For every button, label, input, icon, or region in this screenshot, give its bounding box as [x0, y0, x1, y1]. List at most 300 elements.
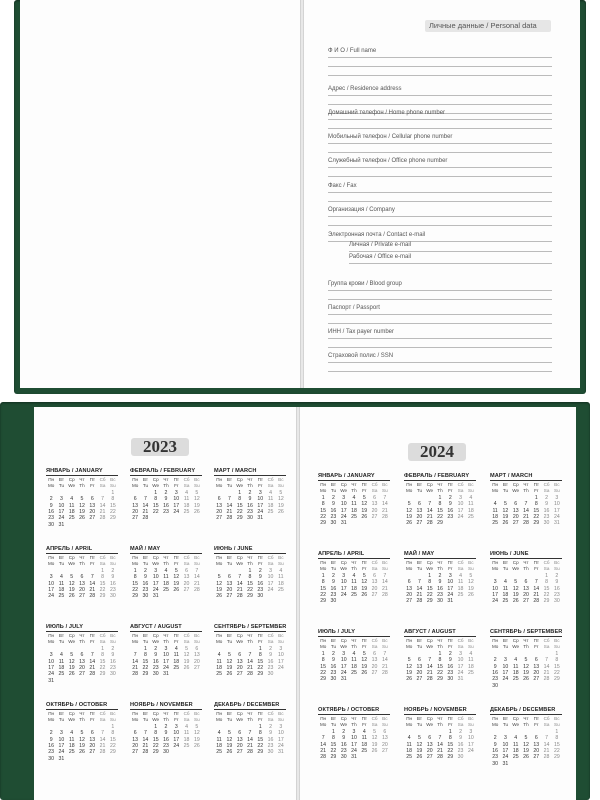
weekday-en: Mo: [215, 639, 223, 645]
personal-field: [328, 353, 552, 373]
weekday-ru: Ср: [426, 638, 433, 643]
day-cell: 15: [330, 741, 337, 748]
day-cell: 8: [101, 574, 104, 581]
weekday-ru: Чт: [247, 477, 253, 482]
day-cell: 3: [342, 494, 346, 501]
day-cell: 25: [457, 591, 464, 598]
month-name: НОЯБРЬ / NOVEMBER: [130, 701, 202, 710]
fill-line: [328, 176, 552, 177]
weekday-en: We: [512, 722, 520, 728]
weekday-ru: Ср: [340, 482, 347, 487]
weekday-en: Sa: [543, 488, 550, 494]
day-cell: 5: [362, 572, 366, 579]
day-cell: 3: [342, 572, 346, 579]
day-cell: 30: [437, 598, 443, 605]
day-cell: 20: [533, 747, 540, 754]
day-cell: 23: [48, 515, 55, 522]
day-cell: 27: [216, 515, 223, 522]
day-cell: 2: [493, 657, 497, 664]
day-cell: 13: [406, 585, 413, 592]
day-cell: 7: [524, 501, 528, 508]
day-cell: 4: [185, 489, 188, 496]
weekday-en: Th: [247, 561, 253, 567]
month-name: АПРЕЛЬ / APRIL: [46, 545, 118, 554]
weekday-en: We: [68, 717, 76, 723]
day-cell: 1: [428, 572, 432, 579]
day-cell: 18: [277, 580, 284, 587]
fill-line: [328, 143, 552, 144]
day-cell: 22: [426, 591, 433, 598]
day-cell: 4: [59, 574, 63, 581]
weekday-ru: Сб: [183, 477, 190, 482]
weekday-ru: Вт: [226, 633, 232, 638]
weekday-ru: Чт: [351, 560, 357, 565]
day-cell: 10: [173, 730, 180, 737]
weekday-en: Mo: [319, 644, 327, 650]
weekday-en: We: [68, 483, 76, 489]
day-cell: 12: [523, 663, 529, 670]
weekday-ru: Пт: [361, 560, 367, 565]
weekday-ru: Чт: [437, 560, 443, 565]
day-cell: 4: [164, 567, 168, 574]
weekday-ru: Пн: [216, 477, 223, 482]
day-cell: 9: [448, 501, 452, 508]
weekday-en: Su: [382, 644, 388, 650]
fill-line: [328, 152, 552, 153]
day-cell: 24: [447, 591, 454, 598]
day-cell: 20: [406, 591, 413, 598]
day-cell: 21: [426, 669, 433, 676]
day-cell: 19: [502, 513, 509, 520]
day-cell: 21: [247, 664, 253, 671]
day-cell: 28: [226, 515, 233, 522]
day-cell: 8: [258, 730, 262, 737]
fill-line: [328, 167, 552, 168]
day-cell: 19: [68, 586, 75, 593]
day-cell: 28: [99, 749, 106, 756]
day-cell: 23: [163, 508, 169, 515]
fill-line: [328, 371, 552, 372]
day-cell: 23: [457, 747, 464, 754]
day-cell: 25: [163, 586, 169, 593]
weekday-en: Sa: [371, 644, 378, 650]
day-cell: 20: [371, 663, 378, 670]
weekday-ru: Ср: [426, 482, 433, 487]
day-cell: 7: [545, 657, 548, 664]
weekday-en: Mo: [131, 561, 139, 567]
month-name: МАРТ / MARCH: [490, 472, 562, 481]
day-cell: 3: [174, 723, 178, 730]
day-cell: 21: [247, 742, 253, 749]
weekday-en: Sa: [183, 717, 190, 723]
day-cell: 12: [361, 579, 368, 586]
personal-field: [328, 183, 552, 203]
day-cell: 18: [183, 502, 190, 509]
weekday-ru: Пн: [406, 716, 413, 721]
day-cell: 19: [361, 663, 368, 670]
weekday-en: Fr: [534, 644, 539, 650]
weekday-en: Sa: [99, 717, 106, 723]
day-cell: 3: [279, 723, 283, 730]
day-cell: 22: [553, 747, 560, 754]
day-cell: 30: [142, 593, 149, 600]
day-cell: 4: [362, 728, 366, 735]
day-cell: 10: [457, 501, 464, 508]
weekday-en: Mo: [47, 717, 55, 723]
weekday-ru: Вт: [502, 638, 508, 643]
day-cell: 2: [493, 735, 497, 742]
weekday-ru: Ср: [68, 477, 75, 482]
personal-field-label: Организация / Company: [328, 207, 395, 213]
day-cell: 25: [68, 749, 75, 756]
day-cell: 2: [331, 650, 335, 657]
day-cell: 4: [469, 494, 473, 501]
weekday-en: Mo: [405, 644, 413, 650]
fill-line: [328, 95, 552, 96]
weekday-ru: Вт: [142, 477, 148, 482]
day-cell: 24: [467, 747, 474, 754]
day-cell: 30: [152, 671, 159, 678]
day-cell: 30: [447, 676, 454, 683]
day-cell: 16: [267, 736, 274, 743]
day-cell: 25: [58, 593, 65, 600]
day-cell: 25: [406, 754, 413, 761]
day-cell: 4: [279, 567, 283, 574]
day-cell: 20: [193, 658, 200, 665]
day-cell: 1: [238, 489, 242, 496]
day-cell: 5: [469, 572, 473, 579]
day-cell: 21: [320, 747, 327, 754]
day-cell: 30: [48, 755, 55, 762]
day-cell: 16: [447, 507, 454, 514]
weekday-en: Fr: [534, 488, 539, 494]
day-cell: 1: [143, 645, 147, 652]
day-cell: 31: [457, 676, 464, 683]
day-cell: 26: [406, 520, 413, 527]
day-cell: 17: [457, 507, 464, 514]
day-cell: 26: [371, 747, 378, 754]
weekday-ru: Сб: [457, 560, 464, 565]
weekday-ru: Чт: [163, 633, 169, 638]
weekday-ru: Сб: [99, 555, 106, 560]
day-cell: 30: [48, 521, 55, 528]
fill-line: [328, 192, 552, 193]
day-cell: 9: [154, 652, 158, 659]
weekday-ru: Пн: [406, 560, 413, 565]
weekday-ru: Пт: [89, 633, 95, 638]
day-cell: 2: [459, 728, 462, 735]
month-name: ЯНВАРЬ / JANUARY: [318, 472, 390, 481]
weekday-en: Fr: [534, 722, 539, 728]
fill-line: [328, 128, 552, 129]
weekday-en: Fr: [90, 639, 95, 645]
weekday-ru: Ср: [152, 711, 159, 716]
day-cell: 12: [416, 741, 423, 748]
day-cell: 27: [132, 749, 139, 756]
day-cell: 23: [543, 513, 550, 520]
month-calendar: [490, 628, 562, 689]
weekday-en: We: [512, 566, 520, 572]
day-cell: 30: [457, 754, 464, 761]
day-cell: 22: [132, 586, 139, 593]
day-cell: 16: [447, 663, 454, 670]
weekday-ru: Пт: [361, 638, 367, 643]
day-cell: 18: [351, 663, 357, 670]
weekday-en: Th: [437, 566, 443, 572]
day-cell: 5: [373, 728, 376, 735]
fill-line: [349, 251, 552, 252]
weekday-en: We: [340, 644, 348, 650]
day-cell: 25: [467, 669, 474, 676]
day-cell: 16: [109, 658, 116, 665]
day-cell: 13: [89, 502, 96, 509]
day-cell: 15: [257, 658, 264, 665]
day-cell: 16: [257, 580, 264, 587]
day-cell: 9: [331, 579, 335, 586]
day-cell: 20: [79, 586, 85, 593]
day-cell: 13: [236, 736, 243, 743]
day-cell: 4: [459, 572, 462, 579]
day-cell: 6: [524, 579, 528, 586]
day-cell: 20: [416, 669, 423, 676]
personal-field: [328, 134, 552, 154]
day-cell: 29: [109, 515, 116, 522]
day-cell: 29: [437, 520, 443, 527]
day-cell: 7: [383, 494, 387, 501]
day-cell: 5: [195, 489, 199, 496]
day-cell: 26: [361, 669, 368, 676]
day-cell: 22: [236, 508, 243, 515]
weekday-ru: Пн: [320, 482, 327, 487]
day-cell: 1: [111, 489, 115, 496]
day-cell: 14: [193, 574, 200, 581]
day-cell: 28: [381, 669, 388, 676]
fill-line: [328, 225, 552, 226]
weekday-ru: Ср: [236, 477, 243, 482]
day-cell: 22: [142, 664, 149, 671]
day-cell: 20: [183, 580, 190, 587]
weekday-ru: Пт: [257, 633, 263, 638]
weekday-en: Fr: [448, 722, 453, 728]
weekday-en: Sa: [99, 561, 106, 567]
day-cell: 22: [320, 591, 327, 598]
day-cell: 12: [371, 735, 378, 742]
day-cell: 2: [545, 494, 548, 501]
weekday-en: Th: [437, 644, 443, 650]
day-cell: 10: [173, 496, 180, 503]
day-cell: 26: [79, 749, 85, 756]
day-cell: 25: [361, 747, 368, 754]
weekday-en: Fr: [362, 644, 367, 650]
day-cell: 8: [321, 579, 325, 586]
day-cell: 9: [164, 496, 168, 503]
day-cell: 26: [277, 508, 284, 515]
day-cell: 21: [132, 664, 139, 671]
weekday-en: Mo: [131, 483, 139, 489]
day-cell: 18: [68, 742, 75, 749]
day-cell: 19: [277, 502, 284, 509]
day-cell: 24: [457, 513, 464, 520]
day-cell: 14: [142, 736, 149, 743]
day-cell: 11: [278, 574, 284, 581]
day-cell: 8: [154, 730, 158, 737]
day-cell: 12: [406, 663, 413, 670]
weekday-ru: Вс: [194, 477, 200, 482]
weekday-ru: Вс: [194, 633, 200, 638]
day-cell: 24: [267, 586, 274, 593]
personal-field: [328, 110, 552, 130]
day-cell: 3: [448, 572, 452, 579]
day-cell: 11: [163, 574, 169, 581]
day-cell: 27: [236, 749, 243, 756]
day-cell: 24: [351, 747, 357, 754]
day-cell: 24: [58, 515, 65, 522]
day-cell: 5: [362, 494, 366, 501]
weekday-ru: Вс: [278, 555, 284, 560]
day-cell: 14: [523, 507, 529, 514]
weekday-en: Tu: [58, 483, 65, 489]
day-cell: 17: [492, 591, 499, 598]
day-cell: 28: [89, 593, 96, 600]
day-cell: 19: [226, 664, 233, 671]
weekday-en: Th: [351, 722, 357, 728]
day-cell: 17: [48, 586, 55, 593]
month-name: ДЕКАБРЬ / DECEMBER: [490, 706, 562, 715]
weekday-en: Tu: [142, 483, 149, 489]
weekday-ru: Вс: [110, 477, 116, 482]
day-cell: 10: [467, 735, 474, 742]
weekday-ru: Ср: [152, 555, 159, 560]
weekday-ru: Пт: [89, 711, 95, 716]
day-cell: 27: [79, 671, 85, 678]
fill-line: [328, 338, 552, 339]
weekday-en: We: [340, 488, 348, 494]
day-cell: 30: [492, 760, 499, 767]
weekday-en: Th: [437, 488, 443, 494]
day-cell: 2: [164, 489, 168, 496]
weekday-ru: Вс: [382, 716, 388, 721]
weekday-ru: Пт: [533, 638, 539, 643]
day-cell: 8: [101, 652, 104, 659]
day-cell: 2: [448, 494, 452, 501]
weekday-ru: Ср: [426, 560, 433, 565]
weekday-en: Fr: [90, 483, 95, 489]
weekday-ru: Пн: [492, 638, 499, 643]
day-cell: 12: [502, 507, 509, 514]
weekday-ru: Вт: [416, 638, 422, 643]
day-cell: 11: [502, 585, 509, 592]
day-cell: 2: [448, 650, 452, 657]
weekday-ru: Вс: [278, 711, 284, 716]
day-cell: 12: [79, 502, 85, 509]
month-name: МАРТ / MARCH: [214, 467, 286, 476]
weekday-en: Th: [247, 483, 253, 489]
weekday-ru: Ср: [236, 555, 243, 560]
day-cell: 12: [193, 730, 200, 737]
day-cell: 28: [320, 754, 327, 761]
weekday-en: Tu: [502, 488, 509, 494]
day-cell: 7: [101, 730, 104, 737]
day-cell: 7: [143, 730, 147, 737]
day-cell: 16: [48, 508, 55, 515]
weekday-en: Mo: [491, 644, 499, 650]
day-cell: 28: [426, 520, 433, 527]
day-cell: 17: [553, 507, 560, 514]
weekday-ru: Чт: [247, 555, 253, 560]
day-cell: 29: [257, 749, 264, 756]
day-cell: 6: [373, 494, 376, 501]
day-cell: 9: [269, 652, 272, 659]
month-grid: [490, 560, 562, 605]
weekday-ru: Пт: [89, 477, 95, 482]
day-cell: 22: [152, 508, 159, 515]
day-cell: 7: [545, 735, 548, 742]
day-cell: 17: [351, 741, 357, 748]
day-cell: 6: [90, 496, 94, 503]
day-cell: 18: [467, 663, 474, 670]
day-cell: 4: [503, 579, 507, 586]
day-cell: 26: [216, 593, 223, 600]
day-cell: 20: [226, 586, 233, 593]
personal-field: [328, 48, 552, 68]
day-cell: 28: [543, 676, 550, 683]
day-cell: 17: [457, 663, 464, 670]
weekday-ru: Вс: [110, 555, 116, 560]
weekday-ru: Пт: [361, 716, 367, 721]
weekday-ru: Вт: [142, 633, 148, 638]
month-grid: [214, 555, 286, 600]
weekday-ru: Сб: [457, 638, 464, 643]
day-cell: 12: [68, 658, 75, 665]
day-cell: 9: [555, 579, 559, 586]
weekday-ru: Сб: [371, 482, 378, 487]
day-cell: 1: [101, 567, 104, 574]
day-cell: 28: [247, 671, 253, 678]
fill-line: [328, 201, 552, 202]
day-cell: 14: [381, 657, 388, 664]
day-cell: 18: [361, 741, 368, 748]
day-cell: 24: [340, 669, 347, 676]
day-cell: 3: [352, 728, 356, 735]
month-name: ЯНВАРЬ / JANUARY: [46, 467, 118, 476]
day-cell: 7: [101, 496, 104, 503]
day-cell: 14: [381, 579, 388, 586]
day-cell: 23: [553, 591, 560, 598]
day-cell: 25: [351, 669, 357, 676]
day-cell: 21: [193, 580, 200, 587]
day-cell: 14: [89, 658, 96, 665]
day-cell: 7: [248, 652, 252, 659]
weekday-ru: Вс: [110, 633, 116, 638]
day-cell: 31: [257, 515, 264, 522]
day-cell: 5: [407, 501, 411, 508]
day-cell: 28: [533, 598, 540, 605]
day-cell: 25: [183, 742, 190, 749]
day-cell: 19: [216, 586, 223, 593]
weekday-ru: Пт: [447, 482, 453, 487]
day-cell: 3: [279, 645, 283, 652]
day-cell: 6: [133, 496, 137, 503]
day-cell: 14: [247, 736, 253, 743]
weekday-ru: Пт: [533, 482, 539, 487]
day-cell: 3: [164, 645, 168, 652]
day-cell: 1: [448, 728, 452, 735]
day-cell: 9: [459, 735, 462, 742]
day-cell: 7: [227, 496, 231, 503]
day-cell: 18: [183, 736, 190, 743]
day-cell: 10: [447, 579, 454, 586]
weekday-ru: Сб: [371, 716, 378, 721]
